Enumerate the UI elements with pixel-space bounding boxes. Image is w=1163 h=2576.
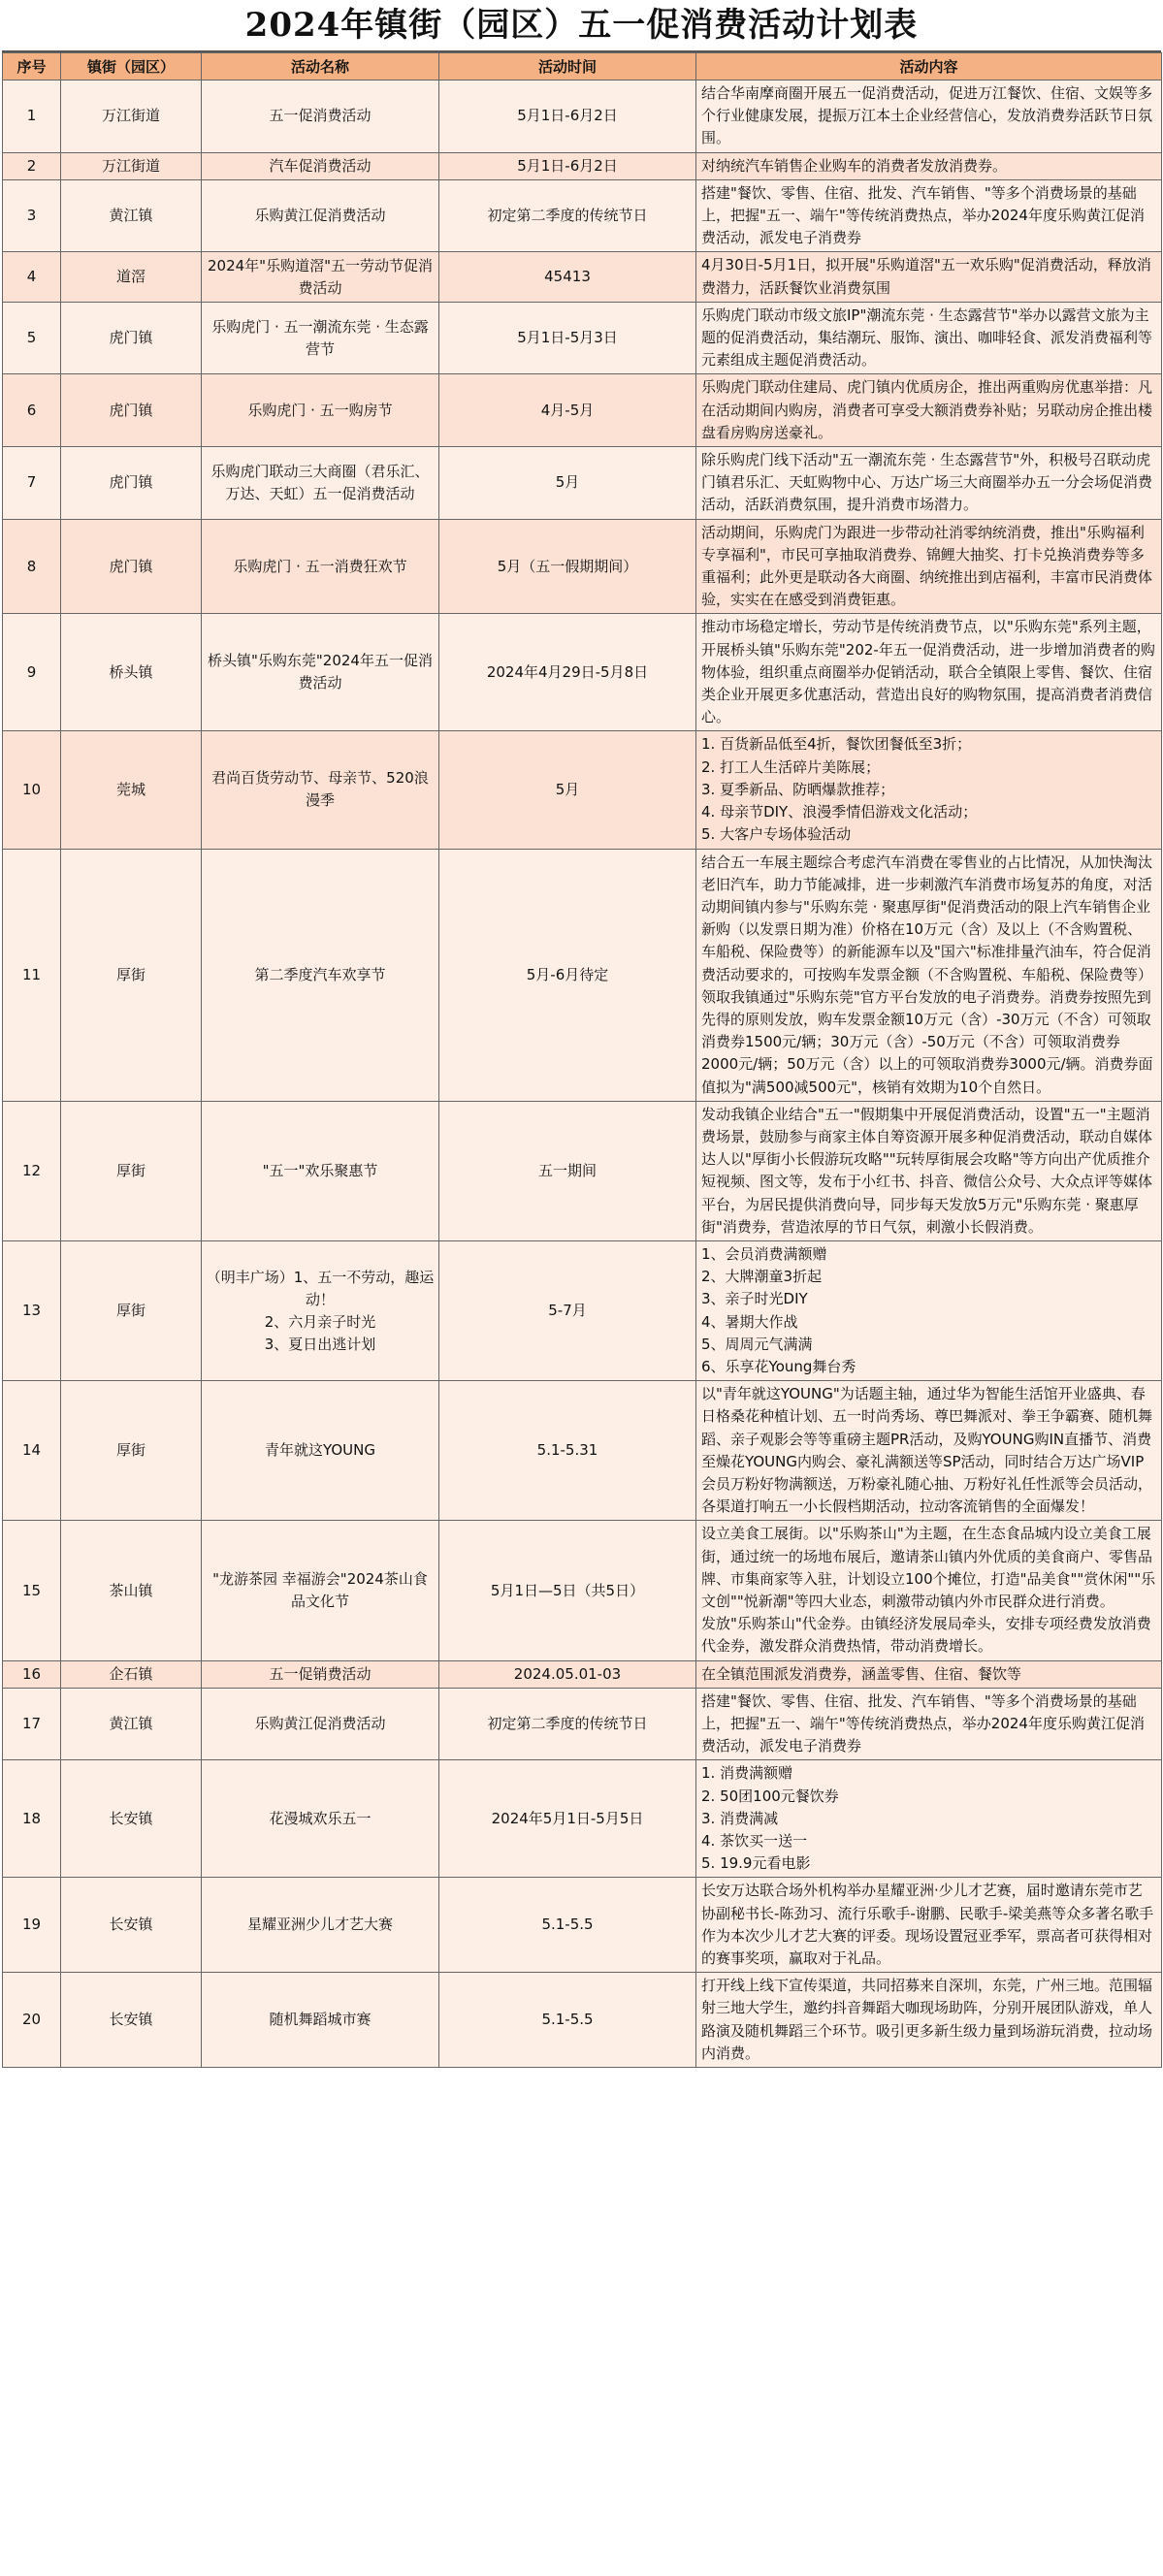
- cell-activity-time: 5月1日—5日（共5日）: [439, 1521, 696, 1660]
- cell-activity-name: 乐购虎门 · 五一消费狂欢节: [202, 519, 439, 614]
- cell-town: 长安镇: [61, 1973, 202, 2068]
- cell-activity-time: 5月1日-6月2日: [439, 80, 696, 153]
- cell-activity-time: 45413: [439, 252, 696, 302]
- cell-activity-content: 除乐购虎门线下活动"五一潮流东莞 · 生态露营节"外，积极号召联动虎门镇君乐汇、天虹购物中心、万达广场三大商圈举办五一分会场促消费活动，活跃消费氛围，提升消费市场潜力。: [696, 447, 1162, 520]
- header-town: 镇街（园区）: [61, 53, 202, 80]
- cell-town: 厚街: [61, 1101, 202, 1240]
- cell-activity-time: 2024.05.01-03: [439, 1660, 696, 1688]
- table-row: [3, 1101, 1162, 1240]
- cell-activity-time: 2024年4月29日-5月8日: [439, 614, 696, 731]
- cell-activity-time: 5月: [439, 731, 696, 849]
- cell-no: 13: [3, 1240, 61, 1380]
- cell-town: 万江街道: [61, 152, 202, 179]
- cell-activity-name: 第二季度汽车欢享节: [202, 849, 439, 1101]
- cell-no: 17: [3, 1688, 61, 1760]
- cell-activity-time: 五一期间: [439, 1101, 696, 1240]
- cell-activity-time: 初定第二季度的传统节日: [439, 1688, 696, 1760]
- cell-activity-name: 桥头镇"乐购东莞"2024年五一促消费活动: [202, 614, 439, 731]
- cell-no: 4: [3, 252, 61, 302]
- cell-activity-time: 5.1-5.5: [439, 1973, 696, 2068]
- cell-activity-name: "五一"欢乐聚惠节: [202, 1101, 439, 1240]
- cell-activity-name: 汽车促消费活动: [202, 152, 439, 179]
- cell-no: 8: [3, 519, 61, 614]
- header-no: 序号: [3, 53, 61, 80]
- cell-activity-time: 5月（五一假期期间）: [439, 519, 696, 614]
- cell-no: 10: [3, 731, 61, 849]
- cell-town: 茶山镇: [61, 1521, 202, 1660]
- cell-activity-content: 以"青年就这YOUNG"为话题主轴，通过华为智能生活馆开业盛典、春日格桑花种植计划、五一时尚秀场、尊巴舞派对、拳王争霸赛、随机舞蹈、亲子观影会等等重磅主题PR活动，及购YOUNG购IN直播节、消费至燥花YOUNG内购会、豪礼满额送等SP活动，同时结合万达广场VIP会员万粉好物满额送，万粉豪礼随心抽、万粉好礼任性派等会员活动，各渠道打响五一小长假档期活动，拉动客流销售的全面爆发！: [696, 1381, 1162, 1521]
- cell-no: 11: [3, 849, 61, 1101]
- table-row: [3, 179, 1162, 252]
- cell-activity-time: 4月-5月: [439, 374, 696, 447]
- cell-town: 道滘: [61, 252, 202, 302]
- table-row: [3, 1660, 1162, 1688]
- cell-activity-time: 5-7月: [439, 1240, 696, 1380]
- cell-activity-content: 乐购虎门联动住建局、虎门镇内优质房企，推出两重购房优惠举措：凡在活动期间内购房，消费者可享受大额消费券补贴；另联动房企推出楼盘看房购房送豪礼。: [696, 374, 1162, 447]
- activity-table: [2, 52, 1162, 2068]
- cell-no: 14: [3, 1381, 61, 1521]
- cell-activity-name: 乐购黄江促消费活动: [202, 1688, 439, 1760]
- cell-town: 长安镇: [61, 1878, 202, 1973]
- cell-activity-name: 随机舞蹈城市赛: [202, 1973, 439, 2068]
- cell-no: 3: [3, 179, 61, 252]
- header-name: 活动名称: [202, 53, 439, 80]
- cell-activity-name: 星耀亚洲少儿才艺大赛: [202, 1878, 439, 1973]
- header-time: 活动时间: [439, 53, 696, 80]
- table-row: [3, 80, 1162, 153]
- cell-activity-name: （明丰广场）1、五一不劳动，趣运动！ 2、六月亲子时光 3、夏日出逃计划: [202, 1240, 439, 1380]
- table-row: [3, 252, 1162, 302]
- cell-activity-content: 搭建"餐饮、零售、住宿、批发、汽车销售、"等多个消费场景的基础上，把握"五一、端午"等传统消费热点，举办2024年度乐购黄江促消费活动，派发电子消费券: [696, 179, 1162, 252]
- table-row: [3, 1240, 1162, 1380]
- cell-activity-time: 初定第二季度的传统节日: [439, 179, 696, 252]
- cell-activity-content: 乐购虎门联动市级文旅IP"潮流东莞 · 生态露营节"举办以露营文旅为主题的促消费活动，集结潮玩、服饰、演出、咖啡轻食、派发消费福利等元素组成主题促消费活动。: [696, 302, 1162, 374]
- cell-no: 16: [3, 1660, 61, 1688]
- cell-town: 企石镇: [61, 1660, 202, 1688]
- cell-no: 6: [3, 374, 61, 447]
- table-title: 2024年镇街（园区）五一促消费活动计划表: [2, 0, 1161, 52]
- cell-activity-content: 打开线上线下宣传渠道，共同招募来自深圳，东莞，广州三地。范围辐射三地大学生，邀约抖音舞蹈大咖现场助阵，分别开展团队游戏，单人路演及随机舞蹈三个环节。吸引更多新生级力量到场游玩消费，拉动场内消费。: [696, 1973, 1162, 2068]
- cell-town: 桥头镇: [61, 614, 202, 731]
- cell-activity-content: 活动期间，乐购虎门为跟进一步带动社消零纳统消费，推出"乐购福利专享福利"，市民可享抽取消费券、锦鲤大抽奖、打卡兑换消费券等多重福利；此外更是联动各大商圈、纳统推出到店福利，丰富市民消费体验，实实在在感受到消费钜惠。: [696, 519, 1162, 614]
- cell-town: 厚街: [61, 1381, 202, 1521]
- cell-activity-content: 长安万达联合场外机构举办星耀亚洲·少儿才艺赛，届时邀请东莞市艺协副秘书长-陈劲习、流行乐歌手-谢鹏、民歌手-梁美燕等众多著名歌手作为本次少儿才艺大赛的评委。现场设置冠亚季军，票高者可获得相对的赛事奖项，赢取对于礼品。: [696, 1878, 1162, 1973]
- table-row: [3, 731, 1162, 849]
- cell-activity-time: 5月1日-5月3日: [439, 302, 696, 374]
- cell-no: 7: [3, 447, 61, 520]
- table-row: [3, 1973, 1162, 2068]
- header-content: 活动内容: [696, 53, 1162, 80]
- cell-town: 虎门镇: [61, 447, 202, 520]
- cell-activity-content: 结合五一车展主题综合考虑汽车消费在零售业的占比情况，从加快淘汰老旧汽车，助力节能减排，进一步刺激汽车消费市场复苏的角度，对活动期间镇内参与"乐购东莞 · 聚惠厚街"促消费活动的限上汽车销售企业新购（以发票日期为准）价格在10万元（含）及以上（不含购置税、车船税、保险费等）的新能源车以及"国六"标准排量汽油车，符合促消费活动要求的，可按购车发票金额（不含购置税、车船税、保险费等）领取我镇通过"乐购东莞"官方平台发放的电子消费券。消费券按照先到先得的原则发放，购车发票金额10万元（含）-30万元（不含）可领取消费券1500元/辆；30万元（含）-50万元（不含）可领取消费券2000元/辆；50万元（含）以上的可领取消费券3000元/辆。消费券面值拟为"满500减500元"，核销有效期为10个自然日。: [696, 849, 1162, 1101]
- table-row: [3, 614, 1162, 731]
- table-row: [3, 1688, 1162, 1760]
- cell-activity-name: 乐购虎门联动三大商圈（君乐汇、万达、天虹）五一促消费活动: [202, 447, 439, 520]
- cell-no: 1: [3, 80, 61, 153]
- cell-activity-name: 君尚百货劳动节、母亲节、520浪漫季: [202, 731, 439, 849]
- cell-no: 19: [3, 1878, 61, 1973]
- cell-activity-time: 5月: [439, 447, 696, 520]
- header-row: [3, 53, 1162, 80]
- cell-activity-name: 花漫城欢乐五一: [202, 1760, 439, 1878]
- table-row: [3, 1760, 1162, 1878]
- cell-town: 厚街: [61, 849, 202, 1101]
- cell-activity-content: 推动市场稳定增长，劳动节是传统消费节点，以"乐购东莞"系列主题，开展桥头镇"乐购东莞"202-年五一促消费活动，进一步增加消费者的购物体验，组织重点商圈举办促销活动，联合全镇限上零售、餐饮、住宿类企业开展更多优惠活动，营造出良好的购物氛围，提高消费者消费信心。: [696, 614, 1162, 731]
- cell-no: 9: [3, 614, 61, 731]
- cell-activity-content: 1. 消费满额赠 2. 50团100元餐饮券 3. 消费满减 4. 茶饮买一送一 5. 19.9元看电影: [696, 1760, 1162, 1878]
- cell-activity-content: 在全镇范围派发消费券，涵盖零售、住宿、餐饮等: [696, 1660, 1162, 1688]
- cell-activity-content: 结合华南摩商圈开展五一促消费活动，促进万江餐饮、住宿、文娱等多个行业健康发展，提振万江本土企业经营信心，发放消费券活跃节日氛围。: [696, 80, 1162, 153]
- table-row: [3, 302, 1162, 374]
- table-row: [3, 1878, 1162, 1973]
- cell-town: 莞城: [61, 731, 202, 849]
- cell-town: 长安镇: [61, 1760, 202, 1878]
- cell-activity-time: 5月1日-6月2日: [439, 152, 696, 179]
- cell-town: 虎门镇: [61, 302, 202, 374]
- table-row: [3, 1521, 1162, 1660]
- table-row: [3, 447, 1162, 520]
- cell-no: 2: [3, 152, 61, 179]
- cell-town: 厚街: [61, 1240, 202, 1380]
- cell-activity-time: 5.1-5.5: [439, 1878, 696, 1973]
- cell-activity-content: 设立美食工展街。以"乐购茶山"为主题，在生态食品城内设立美食工展街，通过统一的场地布展后，邀请茶山镇内外优质的美食商户、零售品牌、市集商家等入驻，计划设立100个摊位，打造"品美食""赏休闲""乐文创""悦新潮"等四大业态，刺激带动镇内外市民群众进行消费。 发放"乐购茶山"代金券。由镇经济发展局牵头，安排专项经费发放消费代金券，激发群众消费热情，带动消费增长。: [696, 1521, 1162, 1660]
- cell-activity-name: 乐购虎门 · 五一潮流东莞 · 生态露营节: [202, 302, 439, 374]
- cell-activity-content: 搭建"餐饮、零售、住宿、批发、汽车销售、"等多个消费场景的基础上，把握"五一、端午"等传统消费热点，举办2024年度乐购黄江促消费活动，派发电子消费券: [696, 1688, 1162, 1760]
- table-row: [3, 849, 1162, 1101]
- cell-no: 20: [3, 1973, 61, 2068]
- cell-town: 黄江镇: [61, 179, 202, 252]
- cell-activity-time: 5月-6月待定: [439, 849, 696, 1101]
- cell-activity-name: "龙游茶园 幸福游会"2024茶山食品文化节: [202, 1521, 439, 1660]
- cell-activity-time: 5.1-5.31: [439, 1381, 696, 1521]
- cell-town: 虎门镇: [61, 374, 202, 447]
- cell-no: 15: [3, 1521, 61, 1660]
- table-body: [3, 80, 1162, 2068]
- cell-town: 黄江镇: [61, 1688, 202, 1760]
- cell-town: 万江街道: [61, 80, 202, 153]
- cell-activity-content: 1. 百货新品低至4折，餐饮团餐低至3折； 2. 打工人生活碎片美陈展； 3. 夏季新品、防晒爆款推荐； 4. 母亲节DIY、浪漫季情侣游戏文化活动； 5. 大客户专场体验活动: [696, 731, 1162, 849]
- cell-activity-name: 青年就这YOUNG: [202, 1381, 439, 1521]
- cell-no: 5: [3, 302, 61, 374]
- cell-activity-name: 乐购黄江促消费活动: [202, 179, 439, 252]
- cell-activity-name: 2024年"乐购道滘"五一劳动节促消费活动: [202, 252, 439, 302]
- cell-activity-content: 发动我镇企业结合"五一"假期集中开展促消费活动，设置"五一"主题消费场景，鼓励参与商家主体自筹资源开展多种促消费活动，联动自媒体达人以"厚街小长假游玩攻略""玩转厚街展会攻略"等方向出产优质推介短视频、图文等，发布于小红书、抖音、微信公众号、大众点评等媒体平台，为居民提供消费向导，同步每天发放5万元"乐购东莞 · 聚惠厚街"消费券，营造浓厚的节日气氛，刺激小长假消费。: [696, 1101, 1162, 1240]
- table-row: [3, 519, 1162, 614]
- cell-activity-time: 2024年5月1日-5月5日: [439, 1760, 696, 1878]
- cell-town: 虎门镇: [61, 519, 202, 614]
- cell-no: 12: [3, 1101, 61, 1240]
- table-row: [3, 1381, 1162, 1521]
- cell-activity-name: 乐购虎门 · 五一购房节: [202, 374, 439, 447]
- table-row: [3, 374, 1162, 447]
- cell-activity-content: 1、会员消费满额赠 2、大牌潮童3折起 3、亲子时光DIY 4、暑期大作战 5、周周元气满满 6、乐享花Young舞台秀: [696, 1240, 1162, 1380]
- table-row: [3, 152, 1162, 179]
- cell-no: 18: [3, 1760, 61, 1878]
- cell-activity-name: 五一促消费活动: [202, 80, 439, 153]
- cell-activity-name: 五一促销费活动: [202, 1660, 439, 1688]
- cell-activity-content: 对纳统汽车销售企业购车的消费者发放消费券。: [696, 152, 1162, 179]
- cell-activity-content: 4月30日-5月1日，拟开展"乐购道滘"五一欢乐购"促消费活动，释放消费潜力，活跃餐饮业消费氛围: [696, 252, 1162, 302]
